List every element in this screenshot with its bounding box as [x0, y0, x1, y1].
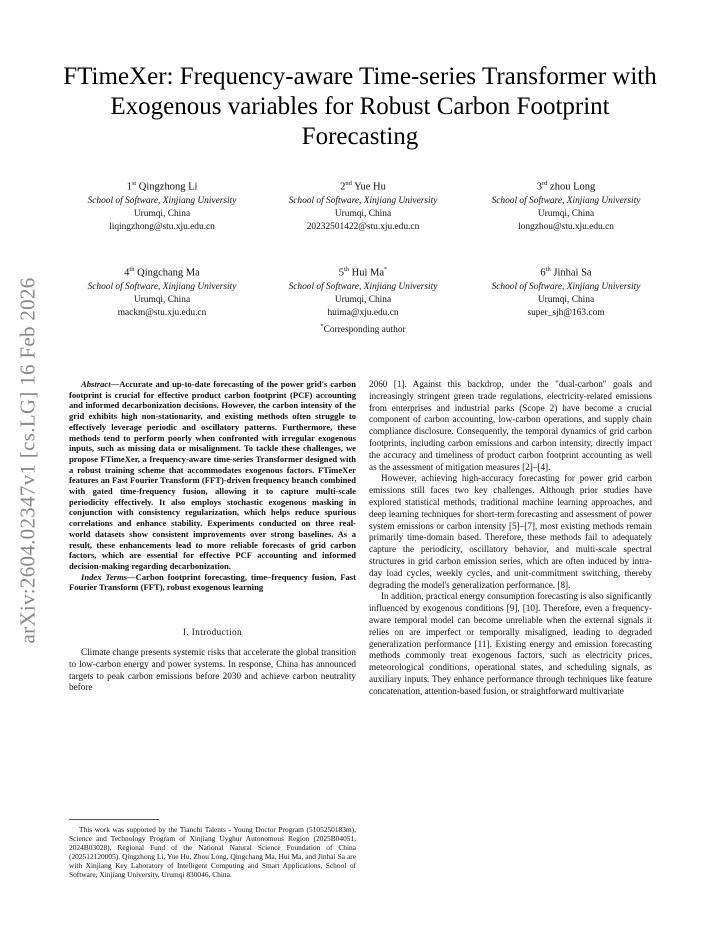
author-affiliation: School of Software, Xinjiang University [288, 195, 438, 206]
author-block [258, 262, 468, 337]
author-city: Urumqi, China [133, 208, 191, 219]
corresponding-author-note: *Corresponding author [320, 322, 406, 335]
author-name: 4th Qingchang Ma [124, 266, 200, 279]
author-block [258, 176, 468, 234]
section-heading: I. Introduction [182, 627, 243, 637]
author-city: Urumqi, China [133, 294, 191, 305]
author-city: Urumqi, China [334, 208, 392, 219]
author-email: liqingzhong@stu.xju.edu.cn [109, 221, 215, 232]
body-paragraph: In addition, practical energy consumption forecasting is also significantly influenced by exogenous conditions [9], [10]. Therefore, even a frequency-aware temporal model can become unreliable when the external signals it relies on are imperfect or temporally misaligned, leading to degraded generalization performance [11]. Existing energy and emission forecasting methods commonly treat exogenous factors, such as electricity prices, meteorological conditions, operational states, and scheduling signals, as auxiliary inputs. They enhance performance through techniques like feature concatenation, attention-based fusion, or straightforward multivariate [369, 591, 652, 696]
arxiv-identifier: arXiv:2604.02347v1 [cs.LG] 16 Feb 2026 [15, 277, 40, 644]
author-city: Urumqi, China [537, 208, 595, 219]
author-affiliation: School of Software, Xinjiang University [87, 281, 237, 292]
author-name: 3rd zhou Long [536, 180, 596, 193]
author-affiliation: School of Software, Xinjiang University [87, 195, 237, 206]
author-city: Urumqi, China [537, 294, 595, 305]
author-name: 6th Jinhai Sa [540, 266, 592, 279]
author-email: super_sjh@163.com [527, 307, 605, 318]
author-name: 2nd Yue Hu [340, 180, 386, 193]
right-column [369, 379, 652, 698]
paper-title: FTimeXer: Frequency-aware Time-series Transformer with Exogenous variables for Robust Carbon Footprint Forecasting [63, 63, 657, 150]
footnote-rule [69, 819, 159, 820]
author-affiliation: School of Software, Xinjiang University [491, 195, 641, 206]
author-email: mackm@stu.xju.edu.cn [117, 307, 207, 318]
body-paragraph: 2060 [1]. Against this backdrop, under the "dual-carbon" goals and increasingly stringent green trade regulations, electricity-related emissions from enterprises and industrial parks (Scope 2) have become a crucial component of carbon accounting, low-carbon operations, and supply chain compliance disclosure. Consequently, the temporal dynamics of grid carbon footprints, including carbon emissions and carbon intensity, directly impact the accuracy and timeliness of product carbon footprint accounting as well as the assessment of mitigation measures [2]–[4]. [369, 379, 652, 472]
author-email: huima@xju.edu.cn [327, 307, 399, 318]
author-city: Urumqi, China [334, 294, 392, 305]
author-block [461, 262, 671, 320]
author-block [57, 262, 267, 320]
intro-paragraph: Climate change presents systemic risks that accelerate the global transition to low-carbon energy and power systems. In response, China has announced targets to peak carbon emissions before 2030 and achieve carbon neutrality before [69, 647, 356, 693]
author-email: longzhou@stu.xju.edu.cn [518, 221, 614, 232]
author-affiliation: School of Software, Xinjiang University [288, 281, 438, 292]
author-block [57, 176, 267, 234]
author-affiliation: School of Software, Xinjiang University [491, 281, 641, 292]
author-name: 5th Hui Ma* [338, 266, 388, 279]
author-email: 20232501422@stu.xju.edu.cn [306, 221, 420, 232]
author-name: 1st Qingzhong Li [126, 180, 198, 193]
body-paragraph: However, achieving high-accuracy forecasting for power grid carbon emissions still faces two key challenges. Although prior studies have explored statistical methods, traditional machine learning approaches, and deep learning techniques for short-term forecasting and assessment of power system emissions or carbon intensity [5]–[7], most existing methods remain primarily time-domain based. Therefore, these methods fail to adequately capture the periodicity, oscillatory behavior, and multi-scale spectral structures in grid carbon emission series, which are often induced by intra-day load cycles, weekly cycles, and unit-commitment switching, thereby degrading the model's generalization performance. [8]. [369, 473, 652, 590]
author-block [461, 176, 671, 234]
footnote: This work was supported by the Tianchi Talents - Young Doctor Program (5105250183m), Science and Technology Program of Xinjiang Uyghur Autonomous Region (2025B04051, 2024B03028), Regional Fund of the National Natural Science Foundation of China (202512120005). Qingzhong Li, Yue Hu, Zhou Long, Qingchang Ma, Hui Ma, and Jinhai Sa are with Xinjiang Key Laboratory of Intelligent Computing and Smart Applications, School of Software, Xinjiang University, Urumqi 830046, China. [69, 826, 356, 879]
abstract: Abstract—Accurate and up-to-date forecasting of the power grid's carbon footprint is crucial for effective product carbon footprint (PCF) accounting and informed decarbonization decisions. However, the carbon intensity of the grid exhibits high non-stationarity, and existing methods often struggle to effectively leverage periodic and oscillatory patterns. Furthermore, these methods tend to perform poorly when confronted with irregular exogenous inputs, such as missing data or misalignment. To tackle these challenges, we propose FTimeXer, a frequency-aware time-series Transformer designed with a robust training scheme that accommodates exogenous factors. FTimeXer features an Fast Fourier Transform (FFT)-driven frequency branch combined with gated time-frequency fusion, allowing it to capture multi-scale periodicity effectively. It also employs stochastic exogenous masking in conjunction with consistency regularization, which helps reduce spurious correlations and enhance stability. Experiments conducted on three real-world datasets show consistent improvements over strong baselines. As a result, these enhancements lead to more reliable forecasts of grid carbon factors, which are essential for effective PCF accounting and informed decision-making regarding decarbonization. Index Terms—Carbon footprint forecasting, time–frequency fusion, Fast Fourier Transform (FFT), robust exogenous learning [69, 379, 356, 593]
